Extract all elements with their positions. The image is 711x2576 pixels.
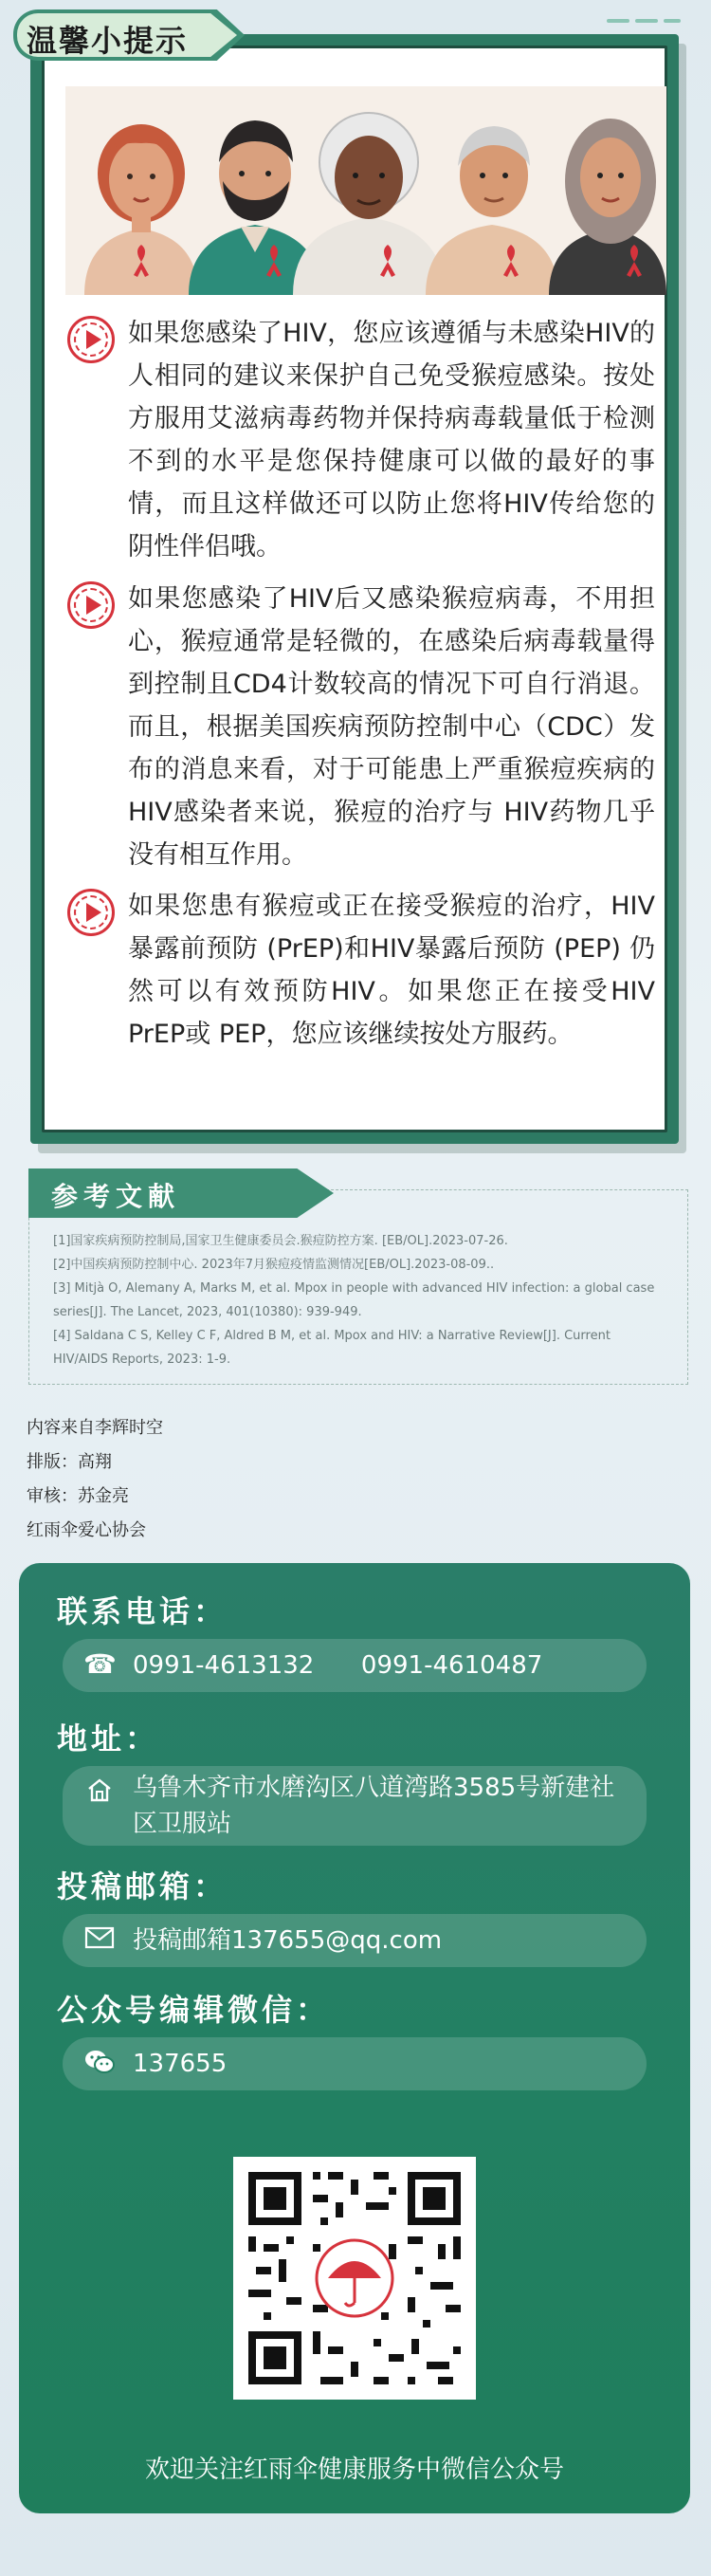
qr-code-svg	[233, 2157, 476, 2400]
phone-pill[interactable]	[63, 1639, 647, 1692]
decor-dash	[664, 19, 681, 23]
tip-card	[30, 34, 679, 1144]
reference-line: [2]中国疾病预防控制中心. 2023年7月猴痘疫情监测情况[EB/OL].2023-08-09..	[53, 1258, 495, 1272]
tip-item	[67, 885, 655, 1056]
play-circle-icon	[67, 889, 115, 936]
people-illustration-svg	[65, 86, 666, 295]
address-heading: 地址：	[57, 1720, 160, 1757]
contact-card	[19, 1563, 690, 2513]
tip-text: 如果您感染了HIV，您应该遵循与未感染HIV的人相同的建议来保护自己免受猴痘感染。按处方服用艾滋病毒药物并保持病毒载量低于检测不到的水平是您保持健康可以做的最好的事情，而且这样做还可以防止您将HIV传给您的阴性伴侣哦。	[128, 319, 655, 561]
phone-numbers[interactable]: 0991-4613132 0991-4610487	[133, 1651, 543, 1680]
tip-text: 如果您患有猴痘或正在接受猴痘的治疗，HIV暴露前预防 (PrEP)和HIV暴露后预防 (PEP) 仍然可以有效预防HIV。如果您正在接受HIV PrEP或 PEP，您应该继续按处方服药。	[128, 892, 655, 1049]
email-heading: 投稿邮箱：	[57, 1868, 228, 1904]
play-circle-icon	[67, 316, 115, 363]
qr-footer-text: 欢迎关注红雨伞健康服务中微信公众号	[144, 2456, 564, 2484]
credits	[27, 1411, 163, 1548]
reference-line: [1]国家疾病预防控制局,国家卫生健康委员会.猴痘防控方案. [EB/OL].2023-07-26.	[53, 1234, 508, 1248]
address-pill	[63, 1766, 647, 1846]
wechat-pill[interactable]	[63, 2037, 647, 2090]
tip-title: 温馨小提示	[27, 23, 189, 59]
email-text[interactable]: 投稿邮箱137655@qq.com	[133, 1926, 443, 1955]
reference-line: HIV/AIDS Reports, 2023: 1-9.	[53, 1352, 231, 1367]
credit-org: 红雨伞爱心协会	[27, 1520, 146, 1540]
tip-card-inner	[42, 46, 667, 1132]
wechat-icon	[83, 2048, 116, 2080]
tip-text: 如果您感染了HIV后又感染猴痘病毒，不用担心，猴痘通常是轻微的，在感染后病毒载量得到控制且CD4计数较高的情况下可自行消退。而且，根据美国疾病预防控制中心（CDC）发布的消息来看，对于可能患上严重猴痘疾病的HIV感染者来说，猴痘的治疗与 HIV药物几乎没有相互作用。	[128, 584, 655, 870]
credit-source: 内容来自李辉时空	[27, 1418, 163, 1438]
wechat-heading: 公众号编辑微信：	[57, 1992, 331, 2028]
references-title: 参考文献	[51, 1181, 181, 1212]
decor-dash	[635, 19, 658, 23]
reference-line: [3] Mitjà O, Alemany A, Marks M, et al. Mpox in people with advanced HIV infection: a global case	[53, 1281, 655, 1296]
tip-item	[67, 578, 655, 876]
wechat-id[interactable]: 137655	[133, 2050, 228, 2078]
phone-icon: ☎	[83, 1648, 117, 1680]
address-text: 乌鲁木齐市水磨沟区八道湾路3585号新建社区卫服站	[133, 1774, 615, 1838]
reference-line: [4] Saldana C S, Kelley C F, Aldred B M, et al. Mpox and HIV: a Narrative Review[J]. Current	[53, 1329, 611, 1343]
reference-line: series[J]. The Lancet, 2023, 401(10380): 939-949.	[53, 1305, 362, 1319]
qr-code	[233, 2157, 476, 2400]
credit-review: 审核：苏金亮	[27, 1486, 129, 1506]
email-pill[interactable]	[63, 1914, 647, 1967]
people-illustration	[65, 86, 666, 295]
play-circle-icon	[67, 581, 115, 629]
references-list	[53, 1229, 660, 1371]
credit-layout: 排版：高翔	[27, 1452, 112, 1472]
house-icon	[83, 1776, 116, 1808]
tip-item	[67, 312, 655, 568]
envelope-icon	[83, 1924, 116, 1957]
phone-heading: 联系电话：	[57, 1593, 228, 1629]
decor-dash	[607, 19, 629, 23]
